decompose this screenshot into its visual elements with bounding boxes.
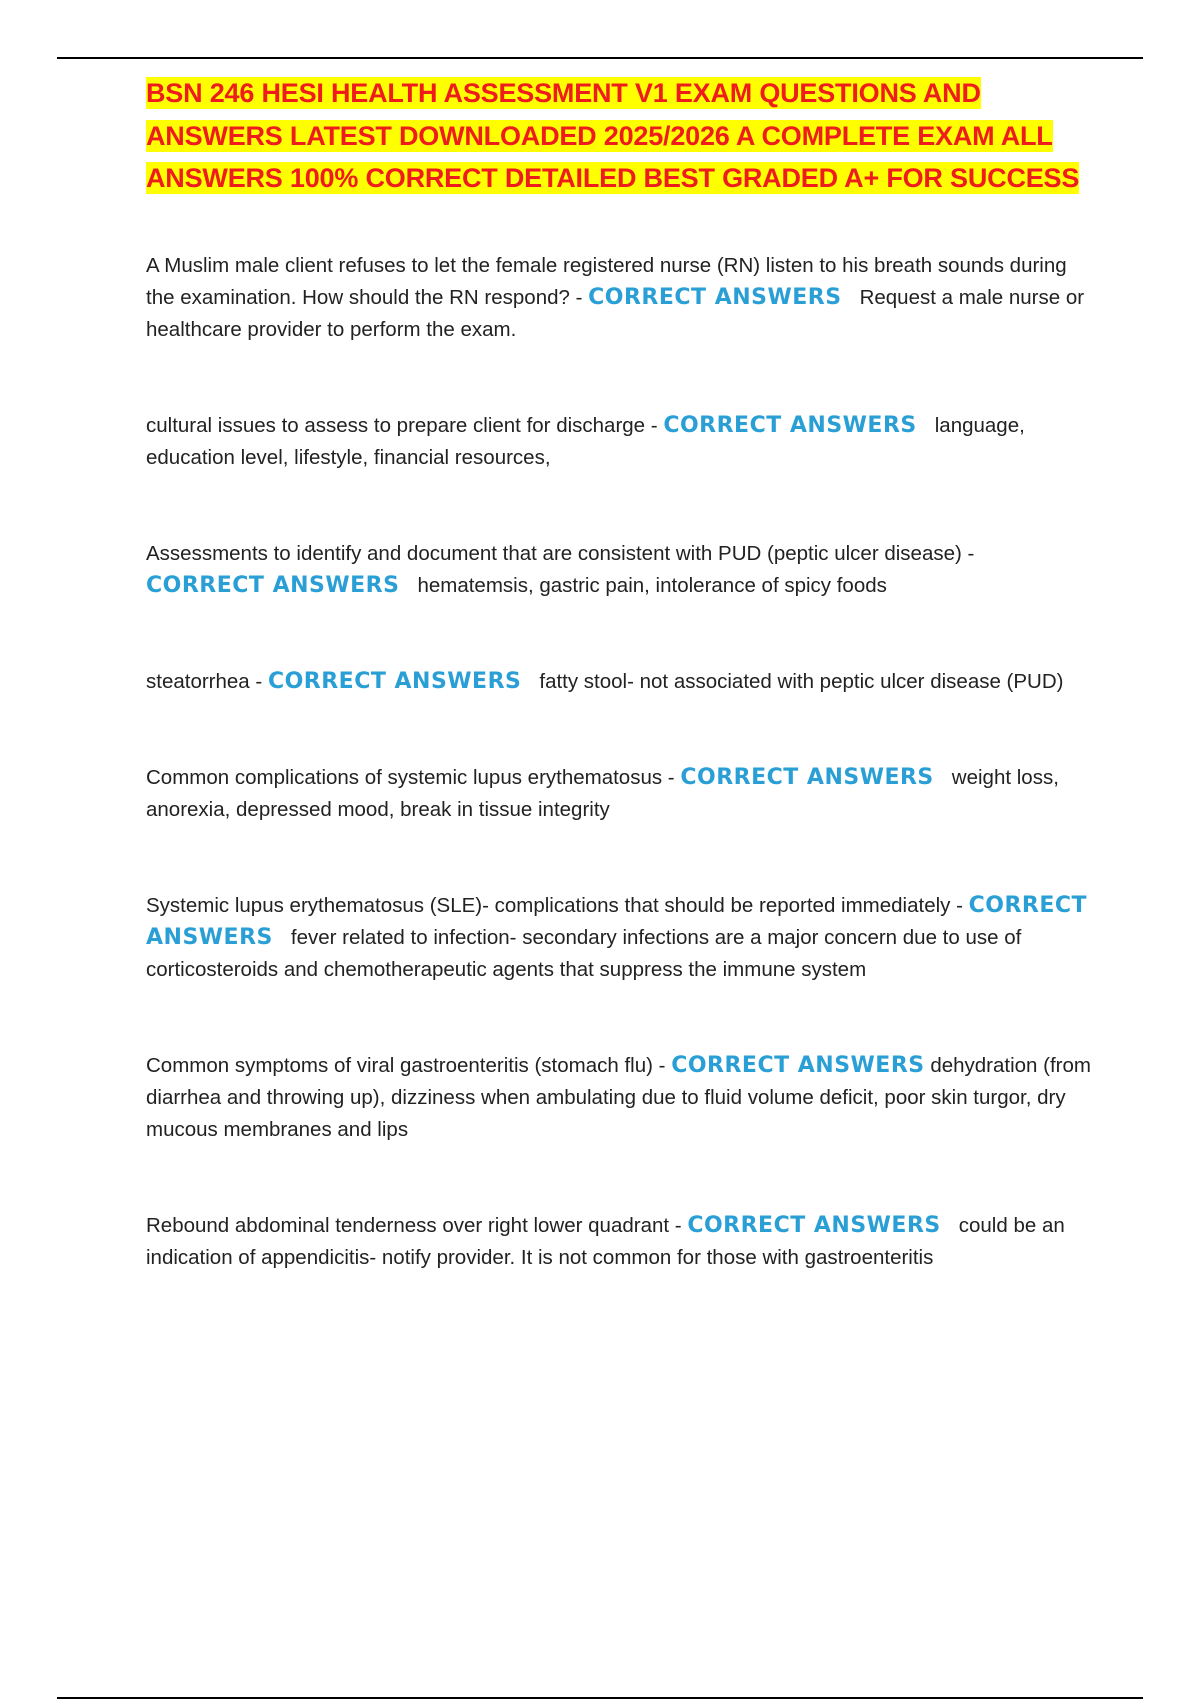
question-text: Rebound abdominal tenderness over right lower quadrant - [146,1213,682,1237]
question-text: Assessments to identify and document that are consistent with PUD (peptic ulcer disease) - [146,541,975,565]
document-body [146,72,1094,1274]
correct-answers-label: CORRECT ANSWERS [588,284,842,310]
qa-item-4 [146,666,1094,698]
document-title [146,72,1094,200]
question-text: steatorrhea - [146,669,263,693]
answer-text: fatty stool- not associated with peptic ulcer disease (PUD) [539,669,1064,693]
question-text: cultural issues to assess to prepare client for discharge - [146,413,658,437]
answer-text: language, education level, lifestyle, financial resources, [146,413,1025,469]
correct-answers-label: CORRECT ANSWERS [680,764,934,790]
qa-item-8 [146,1210,1094,1274]
answer-text: weight loss, anorexia, depressed mood, break in tissue integrity [146,765,1059,821]
correct-answers-label: CORRECT ANSWERS [146,572,400,598]
qa-item-1 [146,250,1094,346]
question-text: Systemic lupus erythematosus (SLE)- complications that should be reported immediately - [146,893,963,917]
correct-answers-label: CORRECT ANSWERS [146,892,1088,950]
correct-answers-label: CORRECT ANSWERS [267,668,522,694]
question-text: Common complications of systemic lupus erythematosus - [146,765,675,789]
question-text: Common symptoms of viral gastroenteritis (stomach flu) - [146,1053,666,1077]
qa-item-7 [146,1050,1094,1146]
qa-item-3 [146,538,1094,602]
correct-answers-label: CORRECT ANSWERS [687,1212,941,1238]
answer-text: could be an indication of appendicitis- notify provider. It is not common for those with gastroenteritis [146,1213,1065,1269]
qa-item-5 [146,762,1094,826]
answer-text: fever related to infection- secondary infections are a major concern due to use of corticosteroids and chemotherapeutic agents that suppress the immune system [146,925,1022,981]
question-text: A Muslim male client refuses to let the female registered nurse (RN) listen to his breath sounds during the examination. How should the RN respond? - [146,253,1067,309]
answer-text: dehydration (from diarrhea and throwing up), dizziness when ambulating due to fluid volume deficit, poor skin turgor, dry mucous membranes and lips [146,1053,1091,1141]
correct-answers-label: CORRECT ANSWERS [671,1052,925,1078]
document-title-text: BSN 246 HESI HEALTH ASSESSMENT V1 EXAM QUESTIONS AND ANSWERS LATEST DOWNLOADED 2025/2026 A COMPLETE EXAM ALL ANSWERS 100% CORRECT DETAILED BEST GRADED A+ FOR SUCCESS [146,78,1080,193]
qa-item-6 [146,890,1094,986]
correct-answers-label: CORRECT ANSWERS [663,412,917,438]
top-rule [57,57,1143,59]
answer-text: Request a male nurse or healthcare provider to perform the exam. [146,285,1085,341]
qa-item-2 [146,410,1094,474]
bottom-rule [57,1697,1143,1699]
answer-text: hematemsis, gastric pain, intolerance of spicy foods [417,573,887,597]
